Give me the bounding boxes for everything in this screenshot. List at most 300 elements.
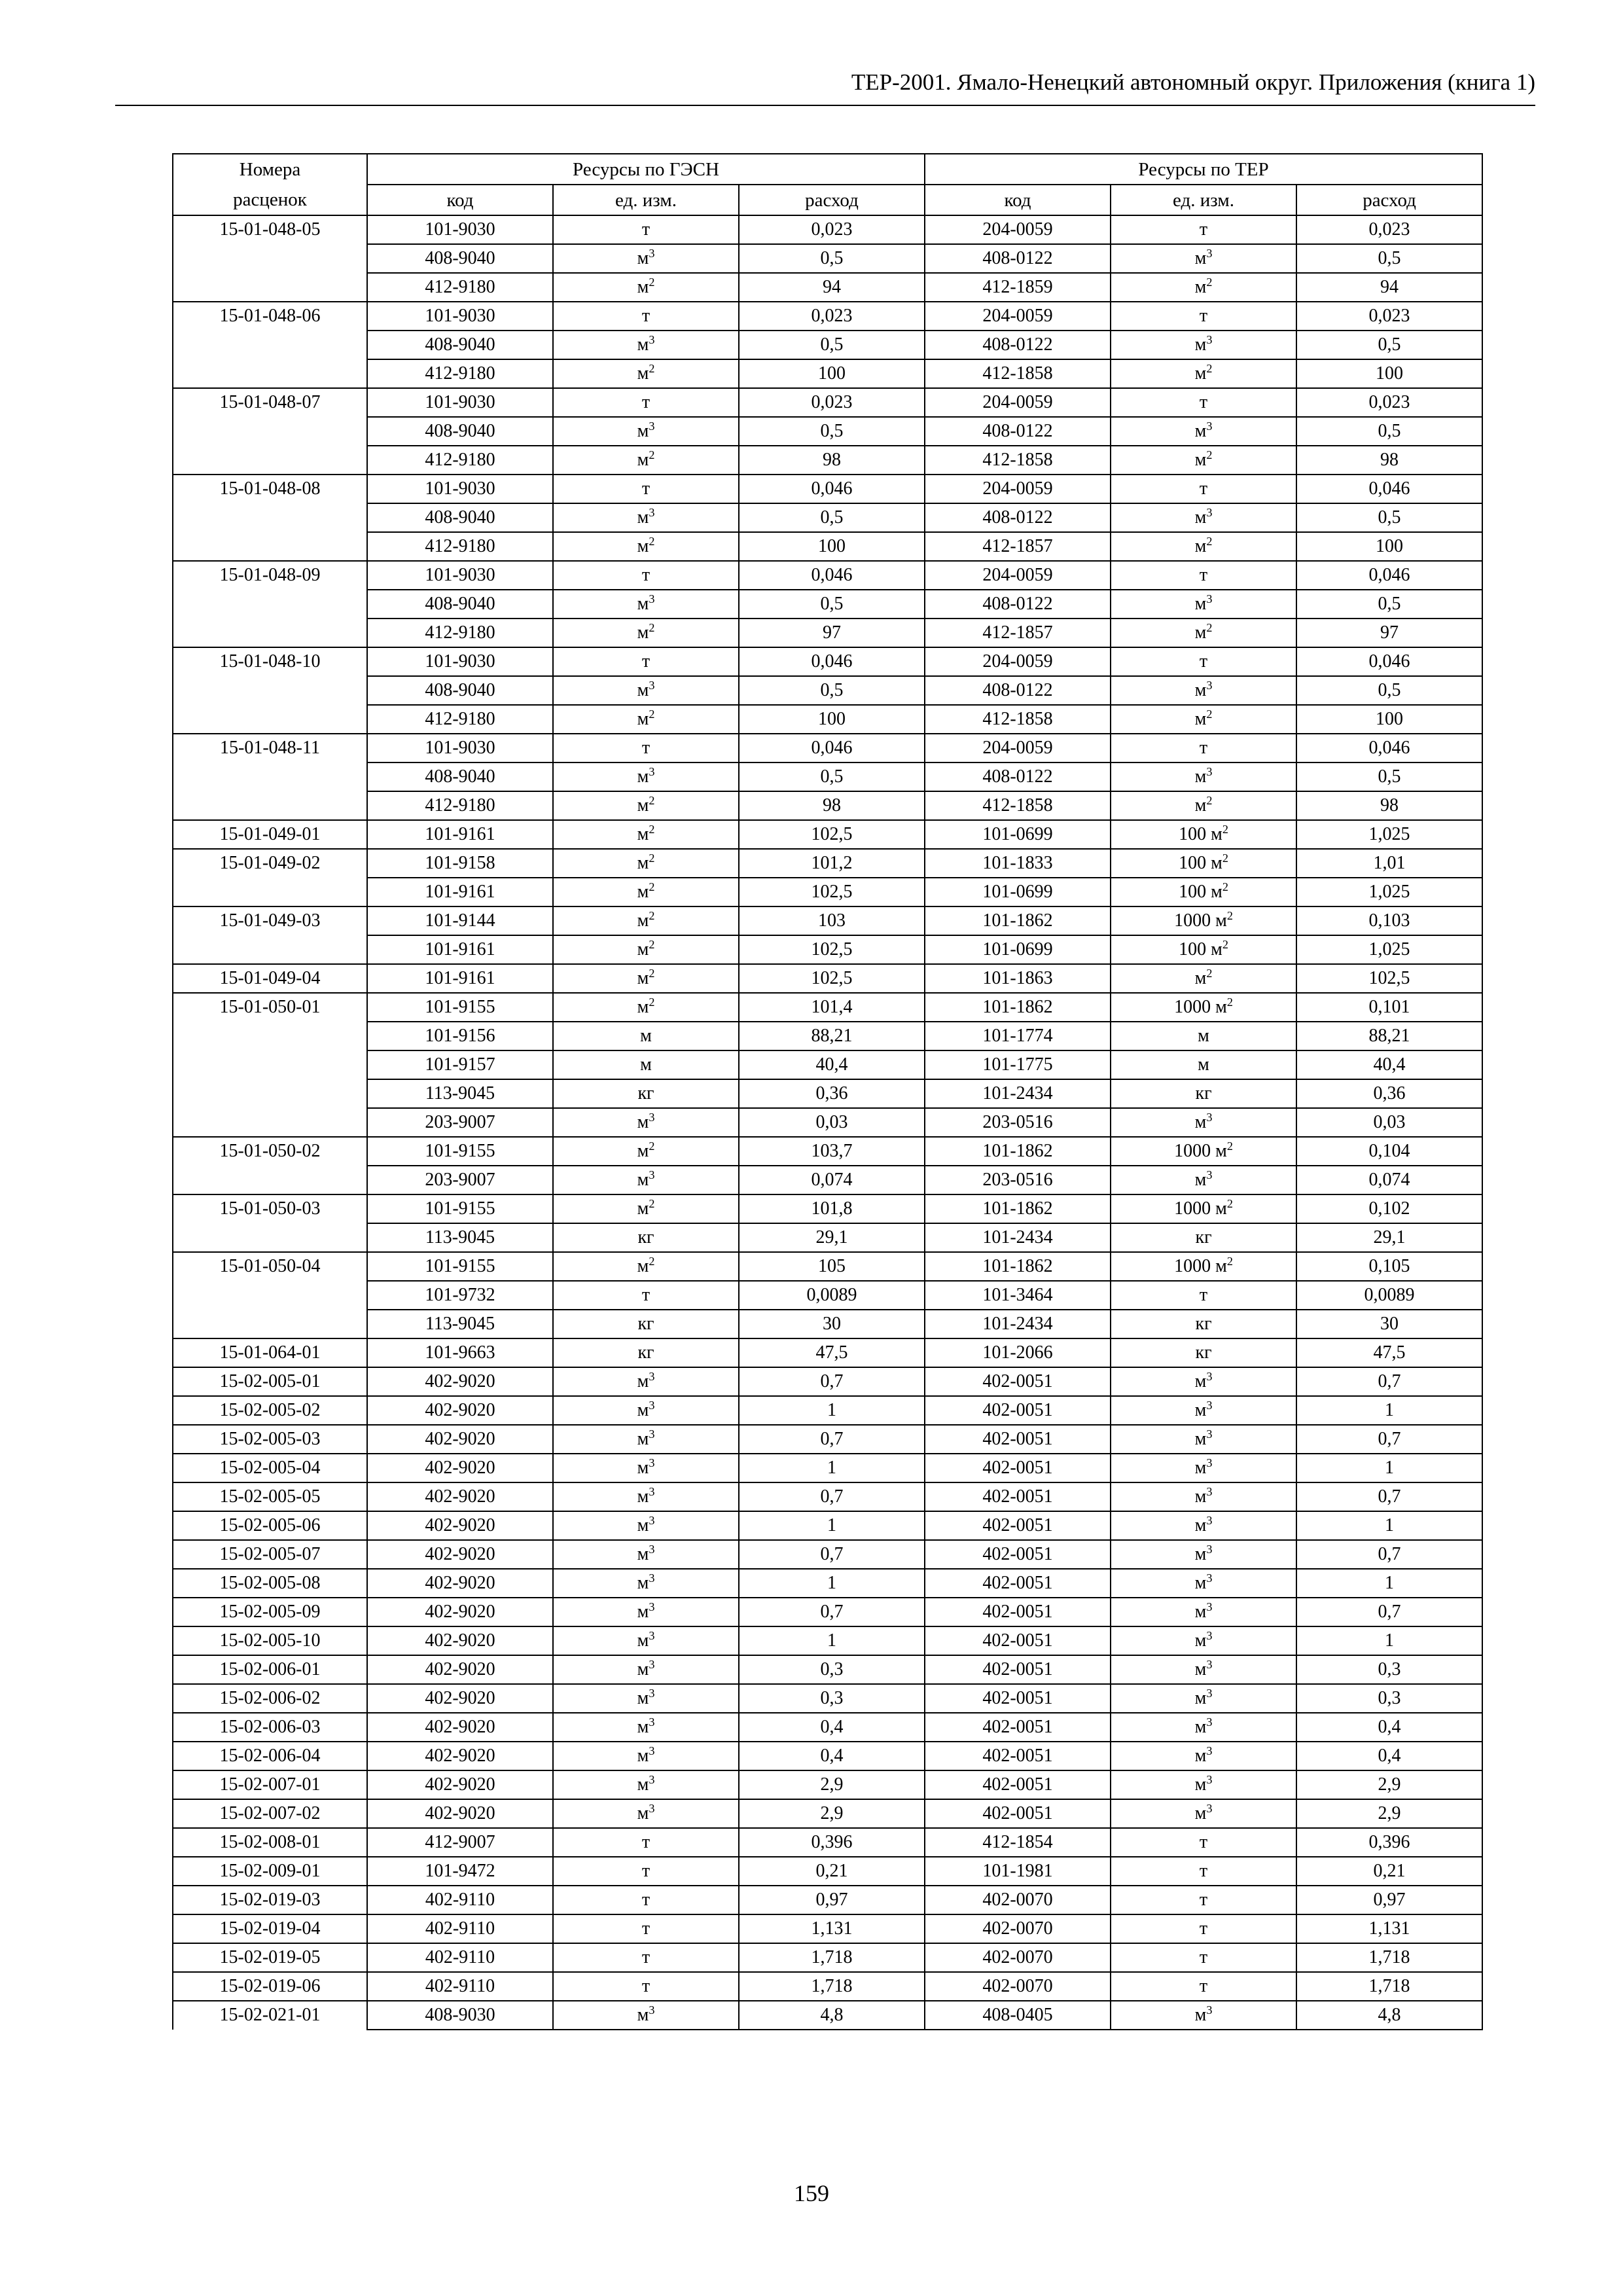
ter-consumption-cell: 97 [1296, 619, 1482, 647]
gesn-consumption-cell: 102,5 [739, 935, 925, 964]
ter-consumption-cell: 0,3 [1296, 1684, 1482, 1713]
table-row [173, 762, 1482, 791]
gesn-unit-cell: $м^3$ [553, 1569, 739, 1598]
gesn-code-cell: 402-9020 [367, 1396, 553, 1425]
ter-unit-cell: м [1111, 1022, 1296, 1050]
gesn-consumption-cell: 0,7 [739, 1367, 925, 1396]
ter-code-cell: 402-0070 [925, 1972, 1111, 2001]
gesn-consumption-cell: 100 [739, 532, 925, 561]
table-row [173, 331, 1482, 359]
table-row [173, 1454, 1482, 1482]
gesn-unit-cell: т [553, 1914, 739, 1943]
norm-number-cell: 15-02-005-10 [173, 1626, 367, 1655]
gesn-unit-cell: т [553, 302, 739, 331]
norm-number-cell [173, 1050, 367, 1079]
gesn-code-cell: 101-9155 [367, 1137, 553, 1166]
ter-unit-cell: т [1111, 1281, 1296, 1310]
table-row [173, 1511, 1482, 1540]
ter-code-cell: 204-0059 [925, 647, 1111, 676]
ter-consumption-cell: 0,21 [1296, 1857, 1482, 1886]
gesn-code-cell: 408-9040 [367, 503, 553, 532]
ter-code-cell: 101-2434 [925, 1079, 1111, 1108]
gesn-consumption-cell: 0,074 [739, 1166, 925, 1194]
gesn-consumption-cell: 1 [739, 1511, 925, 1540]
ter-code-cell: 101-0699 [925, 935, 1111, 964]
ter-code-cell: 204-0059 [925, 388, 1111, 417]
norm-number-cell: 15-01-050-03 [173, 1194, 367, 1223]
ter-consumption-cell: 0,023 [1296, 302, 1482, 331]
gesn-unit-cell: $м^2$ [553, 906, 739, 935]
table-row [173, 1482, 1482, 1511]
ter-consumption-cell: 0,5 [1296, 676, 1482, 705]
table-row [173, 1943, 1482, 1972]
gesn-consumption-cell: 102,5 [739, 820, 925, 849]
gesn-code-cell: 408-9040 [367, 676, 553, 705]
ter-unit-cell: т [1111, 215, 1296, 244]
ter-unit-cell: 1000 $м^2$ [1111, 1137, 1296, 1166]
gesn-code-cell: 101-9155 [367, 993, 553, 1022]
norm-number-cell: 15-01-049-01 [173, 820, 367, 849]
ter-code-cell: 412-1858 [925, 359, 1111, 388]
ter-unit-cell: кг [1111, 1338, 1296, 1367]
ter-code-cell: 402-0051 [925, 1367, 1111, 1396]
gesn-unit-cell: $м^3$ [553, 1108, 739, 1137]
gesn-code-cell: 408-9040 [367, 244, 553, 273]
ter-code-cell: 402-0051 [925, 1454, 1111, 1482]
table-row [173, 1972, 1482, 2001]
norm-number-cell: 15-01-048-07 [173, 388, 367, 417]
gesn-unit-cell: $м^3$ [553, 1166, 739, 1194]
ter-code-cell: 204-0059 [925, 734, 1111, 762]
ter-consumption-cell: 4,8 [1296, 2001, 1482, 2030]
gesn-unit-cell: $м^2$ [553, 532, 739, 561]
table-row [173, 878, 1482, 906]
table-row [173, 1540, 1482, 1569]
table-row [173, 1194, 1482, 1223]
gesn-consumption-cell: 0,7 [739, 1598, 925, 1626]
norm-number-cell: 15-01-050-04 [173, 1252, 367, 1281]
table-row [173, 1338, 1482, 1367]
gesn-consumption-cell: 40,4 [739, 1050, 925, 1079]
gesn-code-cell: 101-9155 [367, 1252, 553, 1281]
ter-unit-cell: $м^2$ [1111, 964, 1296, 993]
table-row [173, 1425, 1482, 1454]
ter-code-cell: 402-0051 [925, 1598, 1111, 1626]
gesn-unit-cell: м [553, 1022, 739, 1050]
table-row [173, 475, 1482, 503]
gesn-unit-cell: т [553, 647, 739, 676]
gesn-consumption-cell: 98 [739, 791, 925, 820]
gesn-code-cell: 113-9045 [367, 1223, 553, 1252]
gesn-unit-cell: т [553, 1943, 739, 1972]
resource-table [172, 153, 1483, 2030]
table-row [173, 1655, 1482, 1684]
norm-number-cell [173, 1022, 367, 1050]
ter-consumption-cell: 0,5 [1296, 244, 1482, 273]
gesn-code-cell: 402-9020 [367, 1569, 553, 1598]
table-body [173, 215, 1482, 2030]
gesn-code-cell: 402-9110 [367, 1886, 553, 1914]
norm-number-cell: 15-01-050-01 [173, 993, 367, 1022]
gesn-code-cell: 101-9472 [367, 1857, 553, 1886]
table-row [173, 561, 1482, 590]
ter-unit-cell: 100 $м^2$ [1111, 935, 1296, 964]
gesn-code-cell: 101-9161 [367, 820, 553, 849]
gesn-unit-cell: $м^3$ [553, 1713, 739, 1742]
gesn-unit-cell: $м^2$ [553, 1252, 739, 1281]
ter-unit-cell: $м^2$ [1111, 705, 1296, 734]
gesn-consumption-cell: 0,7 [739, 1482, 925, 1511]
norm-number-cell: 15-02-005-06 [173, 1511, 367, 1540]
subheader-gesn-consumption: расход [739, 185, 925, 215]
table-row [173, 906, 1482, 935]
ter-code-cell: 101-2434 [925, 1310, 1111, 1338]
ter-code-cell: 101-3464 [925, 1281, 1111, 1310]
ter-code-cell: 101-1775 [925, 1050, 1111, 1079]
gesn-consumption-cell: 97 [739, 619, 925, 647]
gesn-consumption-cell: 101,8 [739, 1194, 925, 1223]
ter-consumption-cell: 0,105 [1296, 1252, 1482, 1281]
ter-consumption-cell: 0,023 [1296, 215, 1482, 244]
ter-unit-cell: $м^2$ [1111, 619, 1296, 647]
ter-code-cell: 204-0059 [925, 561, 1111, 590]
gesn-code-cell: 402-9110 [367, 1972, 553, 2001]
norm-number-cell: 15-01-049-04 [173, 964, 367, 993]
gesn-code-cell: 402-9020 [367, 1540, 553, 1569]
gesn-consumption-cell: 98 [739, 446, 925, 475]
gesn-code-cell: 101-9156 [367, 1022, 553, 1050]
ter-consumption-cell: 94 [1296, 273, 1482, 302]
norm-number-cell: 15-01-048-11 [173, 734, 367, 762]
gesn-code-cell: 412-9180 [367, 359, 553, 388]
ter-code-cell: 402-0070 [925, 1886, 1111, 1914]
table-row [173, 791, 1482, 820]
gesn-consumption-cell: 0,046 [739, 734, 925, 762]
group-header-ter: Ресурсы по ТЕР [925, 154, 1482, 185]
ter-code-cell: 408-0122 [925, 590, 1111, 619]
norm-number-cell [173, 244, 367, 273]
gesn-code-cell: 412-9180 [367, 273, 553, 302]
norm-number-cell: 15-02-008-01 [173, 1828, 367, 1857]
ter-consumption-cell: 1,025 [1296, 935, 1482, 964]
table-row [173, 532, 1482, 561]
table-row [173, 1367, 1482, 1396]
norm-number-cell [173, 446, 367, 475]
ter-consumption-cell: 0,5 [1296, 331, 1482, 359]
ter-code-cell: 408-0122 [925, 762, 1111, 791]
ter-unit-cell: $м^3$ [1111, 244, 1296, 273]
ter-code-cell: 402-0051 [925, 1511, 1111, 1540]
norm-number-cell [173, 1166, 367, 1194]
gesn-consumption-cell: 0,36 [739, 1079, 925, 1108]
table-row [173, 1079, 1482, 1108]
ter-code-cell: 402-0051 [925, 1799, 1111, 1828]
ter-code-cell: 402-0051 [925, 1742, 1111, 1770]
gesn-code-cell: 101-9161 [367, 964, 553, 993]
norm-number-cell: 15-02-005-08 [173, 1569, 367, 1598]
column-header-norms: Номера расценок [173, 154, 367, 215]
gesn-code-cell: 101-9161 [367, 878, 553, 906]
ter-unit-cell: $м^2$ [1111, 273, 1296, 302]
gesn-code-cell: 101-9157 [367, 1050, 553, 1079]
norm-number-cell [173, 935, 367, 964]
ter-unit-cell: $м^3$ [1111, 762, 1296, 791]
gesn-code-cell: 402-9110 [367, 1943, 553, 1972]
ter-consumption-cell: 2,9 [1296, 1770, 1482, 1799]
gesn-unit-cell: $м^3$ [553, 1742, 739, 1770]
ter-consumption-cell: 1 [1296, 1569, 1482, 1598]
norm-number-cell: 15-02-007-02 [173, 1799, 367, 1828]
ter-code-cell: 101-1833 [925, 849, 1111, 878]
gesn-code-cell: 402-9020 [367, 1799, 553, 1828]
table-row [173, 705, 1482, 734]
norm-number-cell: 15-02-005-04 [173, 1454, 367, 1482]
gesn-unit-cell: $м^2$ [553, 1137, 739, 1166]
table-row [173, 359, 1482, 388]
norm-number-cell: 15-01-049-02 [173, 849, 367, 878]
gesn-unit-cell: т [553, 1972, 739, 2001]
gesn-consumption-cell: 47,5 [739, 1338, 925, 1367]
gesn-unit-cell: т [553, 1886, 739, 1914]
table-row [173, 1108, 1482, 1137]
norm-number-cell [173, 1079, 367, 1108]
table-row [173, 647, 1482, 676]
ter-unit-cell: м [1111, 1050, 1296, 1079]
ter-code-cell: 101-1862 [925, 993, 1111, 1022]
ter-code-cell: 402-0051 [925, 1655, 1111, 1684]
table-row [173, 590, 1482, 619]
table-row [173, 676, 1482, 705]
ter-unit-cell: $м^3$ [1111, 1684, 1296, 1713]
ter-unit-cell: т [1111, 1857, 1296, 1886]
gesn-code-cell: 402-9020 [367, 1425, 553, 1454]
gesn-consumption-cell: 1,718 [739, 1972, 925, 2001]
ter-unit-cell: кг [1111, 1223, 1296, 1252]
gesn-consumption-cell: 1 [739, 1396, 925, 1425]
ter-unit-cell: т [1111, 1828, 1296, 1857]
ter-unit-cell: 100 $м^2$ [1111, 878, 1296, 906]
gesn-code-cell: 101-9030 [367, 734, 553, 762]
ter-unit-cell: т [1111, 388, 1296, 417]
table-row [173, 503, 1482, 532]
ter-unit-cell: $м^3$ [1111, 1770, 1296, 1799]
ter-consumption-cell: 0,3 [1296, 1655, 1482, 1684]
gesn-code-cell: 101-9158 [367, 849, 553, 878]
gesn-unit-cell: м [553, 1050, 739, 1079]
gesn-unit-cell: кг [553, 1079, 739, 1108]
ter-code-cell: 402-0051 [925, 1540, 1111, 1569]
ter-unit-cell: $м^2$ [1111, 359, 1296, 388]
gesn-consumption-cell: 1,718 [739, 1943, 925, 1972]
ter-unit-cell: $м^3$ [1111, 1655, 1296, 1684]
table-row [173, 1281, 1482, 1310]
table-row [173, 619, 1482, 647]
table-row [173, 964, 1482, 993]
gesn-code-cell: 402-9020 [367, 1684, 553, 1713]
ter-consumption-cell: 98 [1296, 446, 1482, 475]
norm-number-cell [173, 676, 367, 705]
gesn-unit-cell: т [553, 1857, 739, 1886]
ter-unit-cell: $м^3$ [1111, 417, 1296, 446]
ter-consumption-cell: 0,046 [1296, 475, 1482, 503]
table-row [173, 1770, 1482, 1799]
gesn-consumption-cell: 1 [739, 1569, 925, 1598]
table-row [173, 849, 1482, 878]
table-row [173, 388, 1482, 417]
ter-consumption-cell: 2,9 [1296, 1799, 1482, 1828]
norm-number-cell [173, 1108, 367, 1137]
ter-consumption-cell: 1 [1296, 1454, 1482, 1482]
norm-number-cell: 15-01-049-03 [173, 906, 367, 935]
gesn-code-cell: 402-9020 [367, 1367, 553, 1396]
gesn-consumption-cell: 101,4 [739, 993, 925, 1022]
gesn-unit-cell: т [553, 388, 739, 417]
ter-code-cell: 101-2066 [925, 1338, 1111, 1367]
gesn-unit-cell: т [553, 215, 739, 244]
ter-unit-cell: т [1111, 647, 1296, 676]
gesn-consumption-cell: 0,5 [739, 244, 925, 273]
ter-unit-cell: $м^3$ [1111, 1540, 1296, 1569]
ter-code-cell: 412-1857 [925, 532, 1111, 561]
ter-code-cell: 101-0699 [925, 878, 1111, 906]
ter-consumption-cell: 0,046 [1296, 734, 1482, 762]
ter-unit-cell: $м^3$ [1111, 1569, 1296, 1598]
ter-unit-cell: кг [1111, 1310, 1296, 1338]
gesn-unit-cell: $м^3$ [553, 1655, 739, 1684]
norm-number-cell: 15-01-050-02 [173, 1137, 367, 1166]
table-row [173, 1252, 1482, 1281]
gesn-consumption-cell: 105 [739, 1252, 925, 1281]
gesn-code-cell: 203-9007 [367, 1166, 553, 1194]
table-row [173, 1857, 1482, 1886]
gesn-code-cell: 402-9020 [367, 1454, 553, 1482]
ter-code-cell: 412-1858 [925, 791, 1111, 820]
ter-consumption-cell: 1 [1296, 1396, 1482, 1425]
norm-number-cell: 15-02-006-04 [173, 1742, 367, 1770]
ter-consumption-cell: 0,5 [1296, 762, 1482, 791]
norm-number-cell: 15-02-019-05 [173, 1943, 367, 1972]
norm-number-cell: 15-02-005-09 [173, 1598, 367, 1626]
gesn-code-cell: 408-9040 [367, 762, 553, 791]
norm-number-cell [173, 762, 367, 791]
ter-code-cell: 402-0051 [925, 1396, 1111, 1425]
ter-unit-cell: $м^3$ [1111, 590, 1296, 619]
gesn-code-cell: 402-9020 [367, 1598, 553, 1626]
ter-consumption-cell: 0,046 [1296, 561, 1482, 590]
table-row [173, 1396, 1482, 1425]
gesn-code-cell: 203-9007 [367, 1108, 553, 1137]
ter-code-cell: 402-0051 [925, 1425, 1111, 1454]
ter-unit-cell: $м^3$ [1111, 1454, 1296, 1482]
gesn-code-cell: 101-9030 [367, 215, 553, 244]
ter-unit-cell: 1000 $м^2$ [1111, 993, 1296, 1022]
gesn-code-cell: 101-9663 [367, 1338, 553, 1367]
table-row [173, 417, 1482, 446]
table-row [173, 1598, 1482, 1626]
table-row [173, 2001, 1482, 2030]
norm-number-cell: 15-02-021-01 [173, 2001, 367, 2030]
ter-code-cell: 408-0122 [925, 244, 1111, 273]
gesn-consumption-cell: 100 [739, 359, 925, 388]
ter-code-cell: 402-0051 [925, 1713, 1111, 1742]
gesn-unit-cell: $м^3$ [553, 1626, 739, 1655]
gesn-code-cell: 412-9180 [367, 532, 553, 561]
ter-consumption-cell: 100 [1296, 359, 1482, 388]
table-row [173, 1137, 1482, 1166]
gesn-unit-cell: $м^3$ [553, 590, 739, 619]
norm-number-cell: 15-02-019-06 [173, 1972, 367, 2001]
gesn-unit-cell: $м^2$ [553, 935, 739, 964]
gesn-consumption-cell: 0,3 [739, 1655, 925, 1684]
ter-consumption-cell: 1,025 [1296, 878, 1482, 906]
norm-number-cell: 15-02-019-04 [173, 1914, 367, 1943]
ter-code-cell: 408-0122 [925, 331, 1111, 359]
ter-consumption-cell: 0,7 [1296, 1598, 1482, 1626]
gesn-code-cell: 101-9732 [367, 1281, 553, 1310]
ter-consumption-cell: 102,5 [1296, 964, 1482, 993]
subheader-gesn-code: код [367, 185, 553, 215]
gesn-code-cell: 113-9045 [367, 1079, 553, 1108]
gesn-unit-cell: $м^3$ [553, 1598, 739, 1626]
ter-code-cell: 402-0051 [925, 1770, 1111, 1799]
norm-number-cell: 15-02-006-02 [173, 1684, 367, 1713]
gesn-consumption-cell: 0,4 [739, 1713, 925, 1742]
ter-unit-cell: $м^2$ [1111, 532, 1296, 561]
gesn-consumption-cell: 94 [739, 273, 925, 302]
gesn-code-cell: 101-9144 [367, 906, 553, 935]
ter-consumption-cell: 0,4 [1296, 1742, 1482, 1770]
gesn-consumption-cell: 0,03 [739, 1108, 925, 1137]
ter-unit-cell: т [1111, 1886, 1296, 1914]
table-row [173, 1569, 1482, 1598]
ter-code-cell: 101-1862 [925, 906, 1111, 935]
norm-number-cell: 15-02-005-05 [173, 1482, 367, 1511]
ter-code-cell: 101-1774 [925, 1022, 1111, 1050]
gesn-unit-cell: $м^3$ [553, 1367, 739, 1396]
ter-code-cell: 408-0122 [925, 503, 1111, 532]
gesn-unit-cell: $м^2$ [553, 705, 739, 734]
ter-consumption-cell: 0,101 [1296, 993, 1482, 1022]
norm-number-cell: 15-02-006-01 [173, 1655, 367, 1684]
ter-unit-cell: $м^3$ [1111, 1166, 1296, 1194]
ter-unit-cell: т [1111, 734, 1296, 762]
ter-code-cell: 101-1862 [925, 1194, 1111, 1223]
gesn-consumption-cell: 0,5 [739, 590, 925, 619]
table-row [173, 215, 1482, 244]
ter-unit-cell: $м^3$ [1111, 331, 1296, 359]
gesn-consumption-cell: 88,21 [739, 1022, 925, 1050]
table-row [173, 1886, 1482, 1914]
ter-consumption-cell: 1 [1296, 1511, 1482, 1540]
gesn-consumption-cell: 0,0089 [739, 1281, 925, 1310]
gesn-consumption-cell: 0,5 [739, 417, 925, 446]
gesn-code-cell: 402-9020 [367, 1655, 553, 1684]
norm-number-cell [173, 791, 367, 820]
ter-code-cell: 412-1857 [925, 619, 1111, 647]
ter-consumption-cell: 1,025 [1296, 820, 1482, 849]
ter-unit-cell: $м^3$ [1111, 676, 1296, 705]
gesn-unit-cell: $м^3$ [553, 762, 739, 791]
norm-number-cell [173, 503, 367, 532]
ter-code-cell: 408-0405 [925, 2001, 1111, 2030]
gesn-code-cell: 402-9020 [367, 1511, 553, 1540]
ter-code-cell: 412-1858 [925, 705, 1111, 734]
gesn-consumption-cell: 100 [739, 705, 925, 734]
gesn-code-cell: 408-9040 [367, 331, 553, 359]
ter-consumption-cell: 0,102 [1296, 1194, 1482, 1223]
gesn-unit-cell: $м^3$ [553, 676, 739, 705]
gesn-consumption-cell: 30 [739, 1310, 925, 1338]
